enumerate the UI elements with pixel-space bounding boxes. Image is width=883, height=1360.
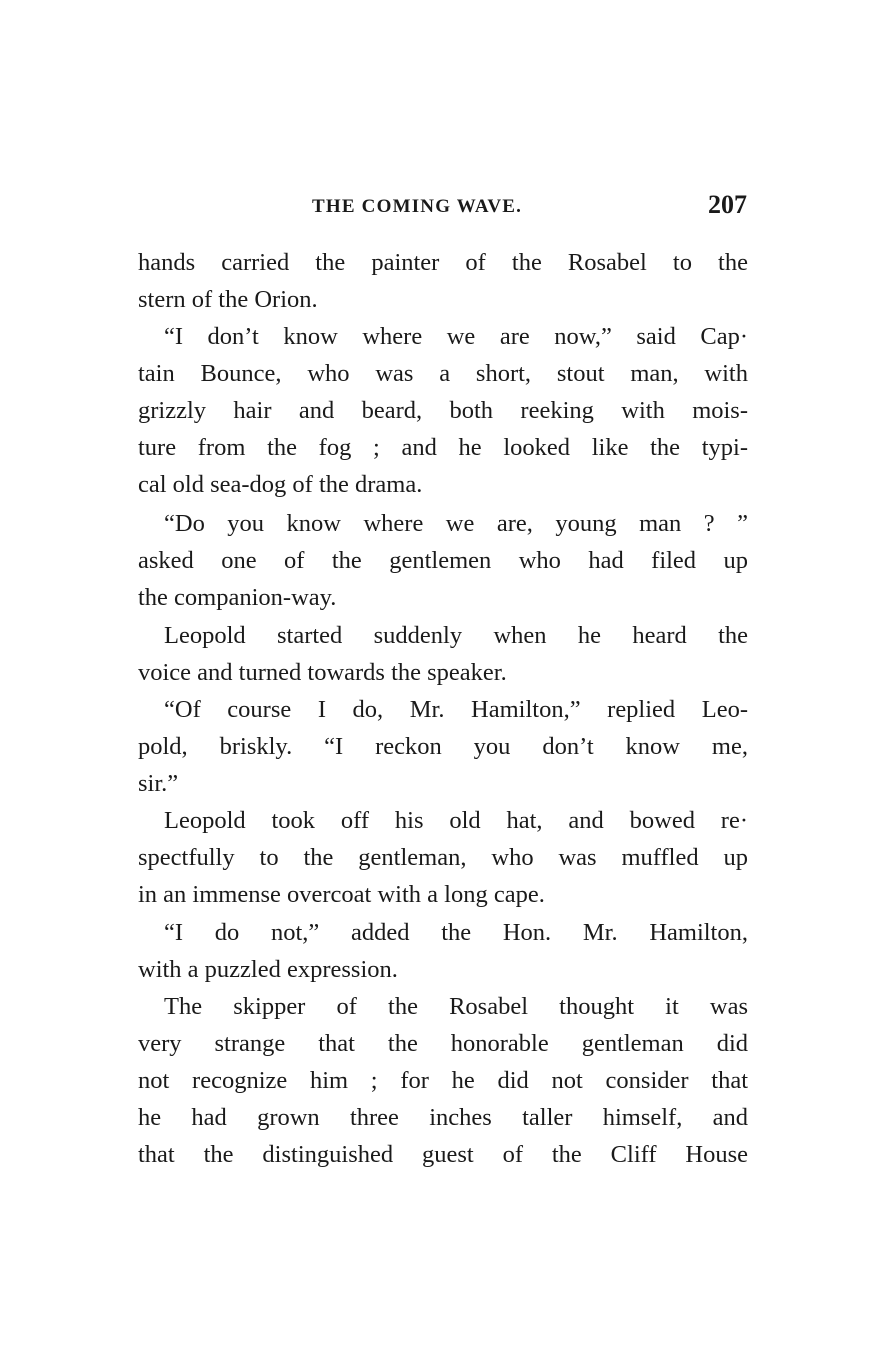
text-line: asked one of the gentlemen who had filed up [138,547,748,574]
text-line: Leopold started suddenly when he heard the [164,622,748,649]
text-line: stern of the Orion. [138,286,318,313]
text-line: ture from the fog ; and he looked like the typi- [138,434,748,461]
text-line: very strange that the honorable gentleman did [138,1030,748,1057]
text-line: the companion-way. [138,584,337,611]
text-line: in an immense overcoat with a long cape. [138,881,545,908]
text-line: cal old sea-dog of the drama. [138,471,423,498]
text-line: tain Bounce, who was a short, stout man, with [138,360,748,387]
text-line: “Do you know where we are, young man ? ” [164,510,748,537]
text-line: spectfully to the gentleman, who was muffled up [138,844,748,871]
running-title: THE COMING WAVE. [312,196,523,217]
text-line: grizzly hair and beard, both reeking with mois- [138,397,748,424]
text-line: The skipper of the Rosabel thought it was [164,993,748,1020]
text-line: not recognize him ; for he did not consider that [138,1067,748,1094]
text-line: “I do not,” added the Hon. Mr. Hamilton, [164,919,748,946]
text-line: with a puzzled expression. [138,956,398,983]
text-line: sir.” [138,770,179,797]
text-line: “Of course I do, Mr. Hamilton,” replied Leo- [164,696,748,723]
text-line: Leopold took off his old hat, and bowed re· [164,807,748,834]
running-head [140,190,747,226]
text-line: “I don’t know where we are now,” said Cap· [164,323,748,350]
text-line: hands carried the painter of the Rosabel to the [138,249,748,276]
text-line: that the distinguished guest of the Cliff House [138,1141,748,1168]
page-number: 207 [708,190,747,219]
text-line: he had grown three inches taller himself, and [138,1104,748,1131]
text-line: voice and turned towards the speaker. [138,659,507,686]
text-line: pold, briskly. “I reckon you don’t know me, [138,733,748,760]
